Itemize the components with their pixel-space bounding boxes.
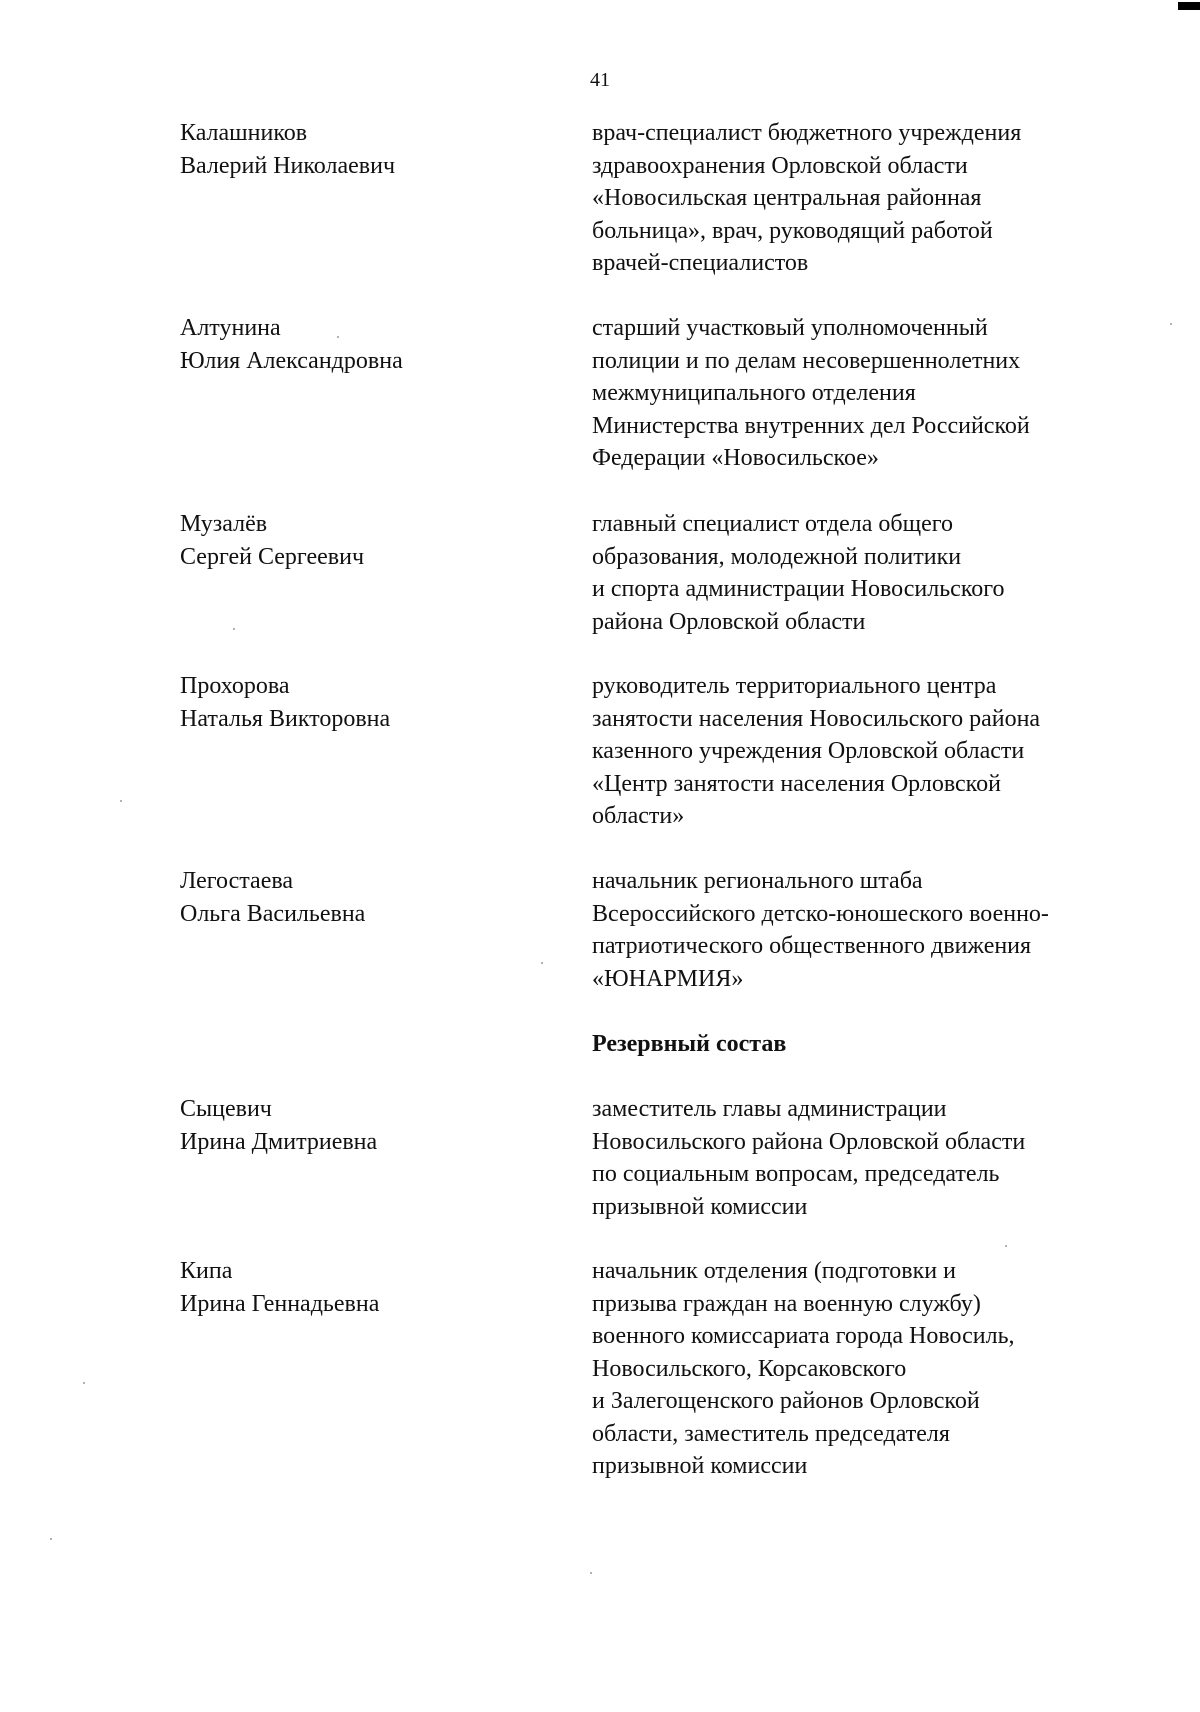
member-surname: Кипа bbox=[180, 1258, 233, 1284]
position-line: Новосильского района Орловской области bbox=[592, 1128, 1026, 1155]
position-line: начальник отделения (подготовки и bbox=[592, 1258, 956, 1284]
position-line: казенного учреждения Орловской области bbox=[592, 738, 1025, 764]
member-name bbox=[180, 670, 560, 735]
position-line: здравоохранения Орловской области bbox=[592, 152, 968, 179]
position-line: «Новосильская центральная районная bbox=[592, 185, 982, 211]
position-line: и Залегощенского районов Орловской bbox=[592, 1388, 980, 1414]
member-name bbox=[180, 865, 560, 930]
position-line: и спорта администрации Новосильского bbox=[592, 576, 1005, 602]
position-line: «Центр занятости населения Орловской bbox=[592, 770, 1001, 797]
position-line: патриотического общественного движения bbox=[592, 933, 1032, 959]
position-line: «ЮНАРМИЯ» bbox=[592, 965, 744, 992]
position-line: главный специалист отдела общего bbox=[592, 511, 953, 537]
position-line: межмуниципального отделения bbox=[592, 380, 916, 406]
member-given-names: Сергей Сергеевич bbox=[180, 543, 365, 570]
member-surname: Алтунина bbox=[180, 315, 281, 341]
scan-speck bbox=[233, 628, 235, 630]
member-name bbox=[180, 508, 560, 573]
member-position bbox=[592, 865, 1152, 995]
position-line: полиции и по делам несовершеннолетних bbox=[592, 347, 1021, 374]
position-line: врачей-специалистов bbox=[592, 250, 809, 276]
member-name bbox=[180, 312, 560, 377]
member-name bbox=[180, 1093, 560, 1158]
position-line: Новосильского, Корсаковского bbox=[592, 1355, 907, 1382]
member-position bbox=[592, 1093, 1152, 1223]
member-given-names: Ирина Геннадьевна bbox=[180, 1290, 380, 1317]
scan-speck bbox=[1005, 1245, 1007, 1247]
scan-speck bbox=[337, 336, 339, 338]
scan-speck bbox=[50, 1538, 52, 1540]
position-line: образования, молодежной политики bbox=[592, 543, 962, 570]
position-line: заместитель главы администрации bbox=[592, 1096, 947, 1122]
scan-speck bbox=[120, 800, 122, 802]
position-line: призывной комиссии bbox=[592, 1193, 808, 1220]
position-line: призыва граждан на военную службу) bbox=[592, 1290, 981, 1317]
reserve-section-heading: Резервный состав bbox=[592, 1031, 787, 1057]
scan-speck bbox=[541, 962, 543, 964]
member-name bbox=[180, 1255, 560, 1320]
scan-speck bbox=[83, 1382, 85, 1384]
position-line: больница», врач, руководящий работой bbox=[592, 217, 993, 244]
member-surname: Легостаева bbox=[180, 868, 294, 894]
position-line: занятости населения Новосильского района bbox=[592, 705, 1041, 732]
position-line: руководитель территориального центра bbox=[592, 673, 997, 699]
member-position bbox=[592, 312, 1152, 475]
member-given-names: Наталья Викторовна bbox=[180, 705, 391, 732]
member-name bbox=[180, 117, 560, 182]
position-line: старший участковый уполномоченный bbox=[592, 315, 988, 341]
position-line: военного комиссариата города Новосиль, bbox=[592, 1323, 1015, 1349]
member-given-names: Валерий Николаевич bbox=[180, 152, 396, 179]
member-position bbox=[592, 508, 1152, 638]
position-line: Федерации «Новосильское» bbox=[592, 445, 879, 471]
member-position bbox=[592, 670, 1152, 833]
member-given-names: Юлия Александровна bbox=[180, 347, 403, 374]
position-line: начальник регионального штаба bbox=[592, 868, 923, 894]
position-line: Всероссийского детско-юношеского военно- bbox=[592, 900, 1049, 927]
member-given-names: Ольга Васильевна bbox=[180, 900, 366, 927]
position-line: области» bbox=[592, 803, 685, 829]
position-line: по социальным вопросам, председатель bbox=[592, 1161, 1000, 1187]
scan-speck bbox=[590, 1572, 592, 1574]
member-surname: Музалёв bbox=[180, 511, 268, 537]
position-line: Министерства внутренних дел Российской bbox=[592, 412, 1030, 439]
position-line: врач-специалист бюджетного учреждения bbox=[592, 120, 1022, 146]
member-given-names: Ирина Дмитриевна bbox=[180, 1128, 378, 1155]
position-line: области, заместитель председателя bbox=[592, 1420, 950, 1447]
scan-corner-mark bbox=[1178, 2, 1200, 10]
scan-speck bbox=[1170, 323, 1172, 325]
member-position bbox=[592, 117, 1152, 280]
member-surname: Калашников bbox=[180, 120, 308, 146]
member-position bbox=[592, 1255, 1152, 1483]
position-line: призывной комиссии bbox=[592, 1453, 808, 1479]
member-surname: Сыцевич bbox=[180, 1096, 272, 1122]
position-line: района Орловской области bbox=[592, 608, 866, 635]
member-surname: Прохорова bbox=[180, 673, 290, 699]
page-number: 41 bbox=[590, 69, 610, 91]
